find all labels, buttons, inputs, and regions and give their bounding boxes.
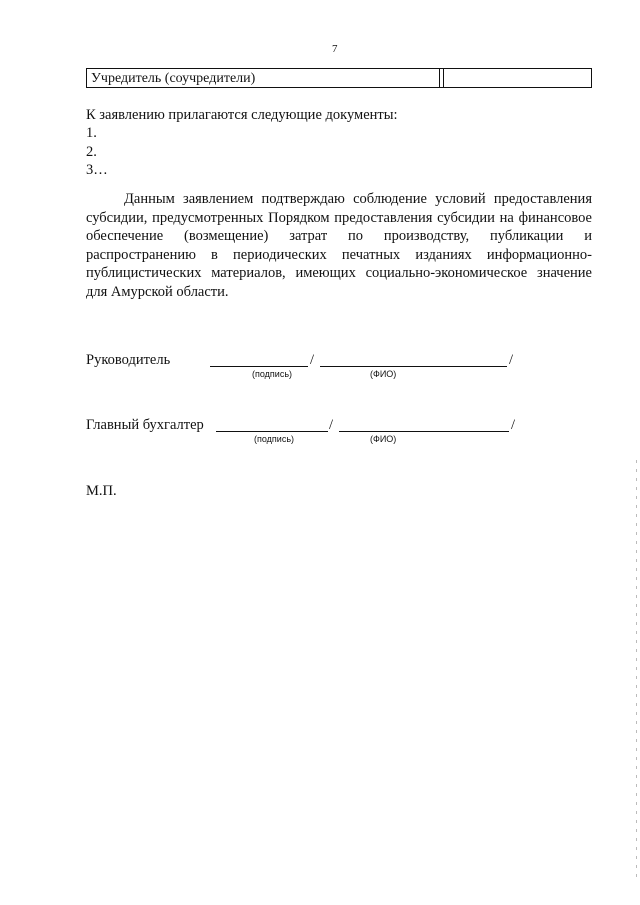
slash-separator: /	[310, 352, 315, 368]
signature-row-accountant	[86, 416, 606, 456]
stamp-place: М.П.	[86, 483, 117, 499]
signature-line	[216, 431, 328, 432]
founder-table	[86, 68, 592, 88]
signature-row-director	[86, 351, 606, 391]
list-item: 2.	[86, 143, 97, 160]
slash-separator: /	[509, 352, 514, 368]
slash-separator: /	[511, 417, 516, 433]
list-item: 3…	[86, 162, 108, 178]
name-line	[320, 366, 507, 367]
scan-artifact	[636, 460, 637, 880]
signature-role: Главный бухгалтер	[86, 417, 204, 433]
attachments-heading: К заявлению прилагаются следующие документы:	[86, 107, 398, 123]
table-divider	[443, 69, 444, 87]
founder-label: Учредитель (соучредители)	[91, 71, 256, 86]
name-caption: (ФИО)	[370, 434, 397, 444]
table-divider	[439, 69, 440, 87]
attachments-list	[86, 124, 108, 180]
name-line	[339, 431, 509, 432]
signature-role: Руководитель	[86, 352, 171, 368]
confirmation-paragraph: Данным заявлением подтверждаю соблюдение условий предоставления субсидии, предусмотренных Порядком предоставления субсидии на финансовое обеспечение (возмещение) затрат по производству, публикации и распространению в периодических печатных изданиях информационно-публицистических материалов, имеющих социально-экономическое значение для Амурской области.	[86, 191, 592, 300]
name-caption: (ФИО)	[370, 369, 397, 379]
signature-caption: (подпись)	[254, 434, 295, 444]
slash-separator: /	[329, 417, 334, 433]
list-item: 1.	[86, 125, 97, 141]
signature-line	[210, 366, 308, 367]
signature-caption: (подпись)	[252, 369, 293, 379]
page-number: 7	[332, 43, 338, 55]
